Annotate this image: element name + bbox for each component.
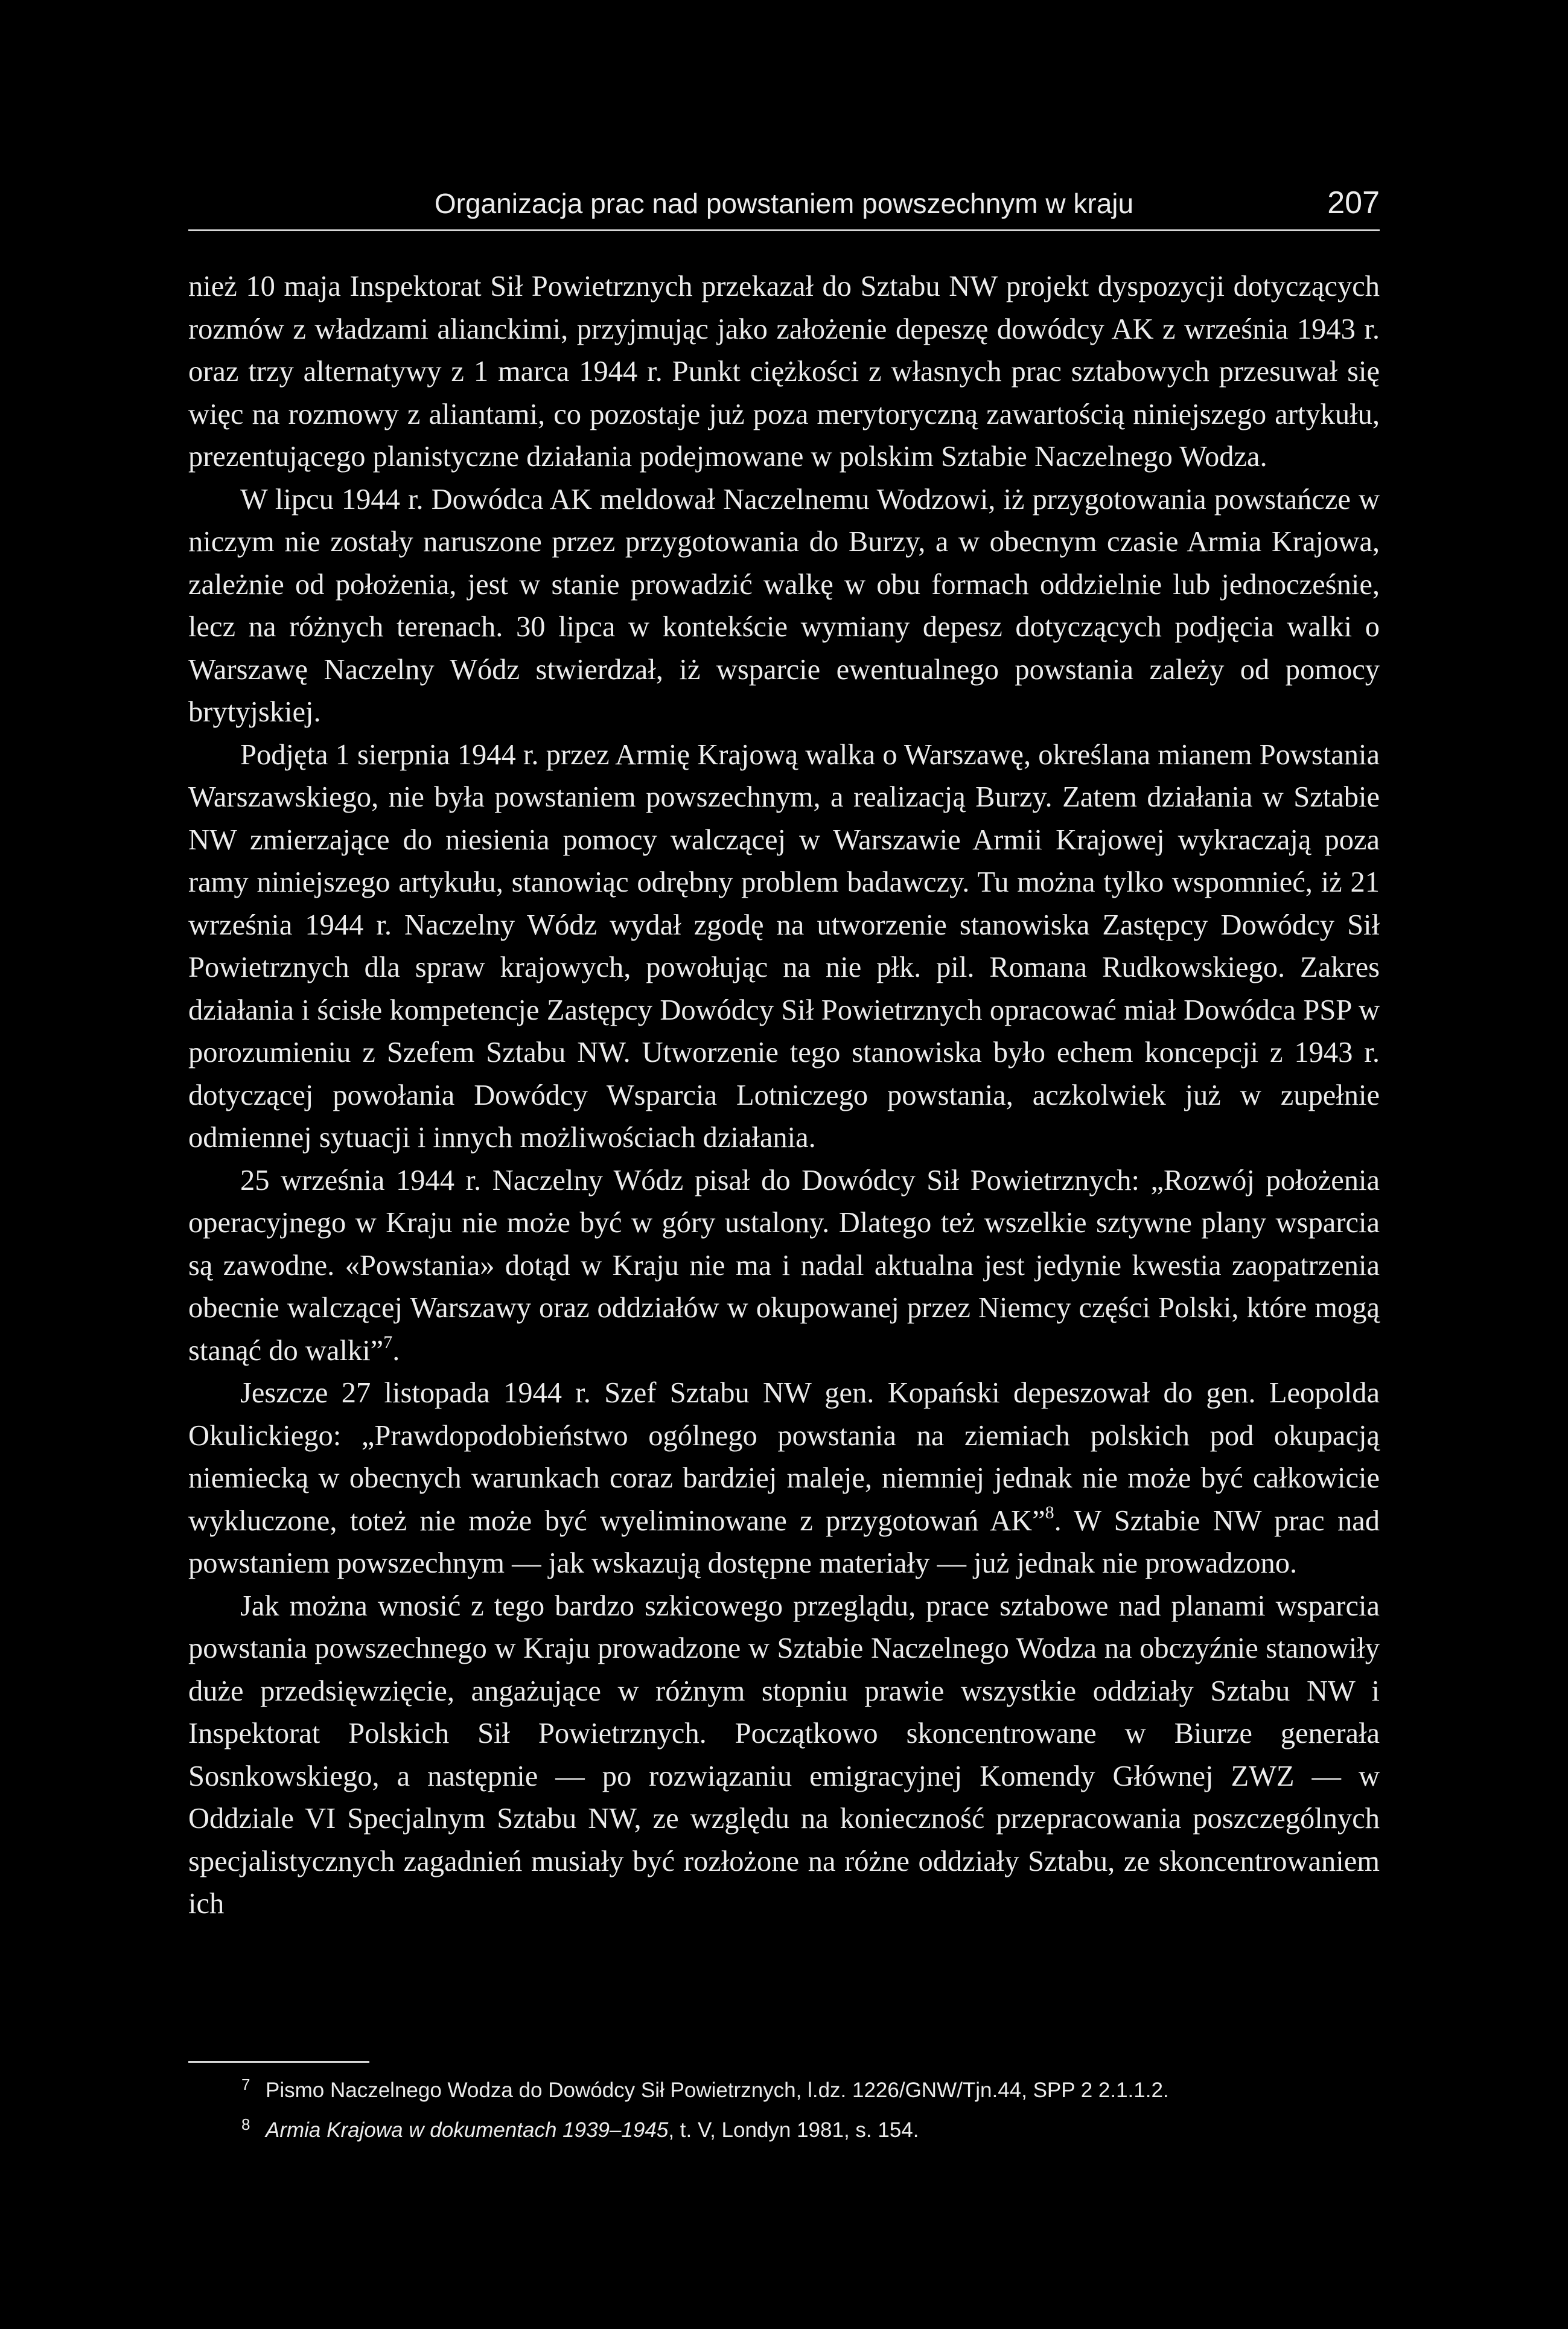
paragraph-4 (188, 1160, 1380, 1373)
running-header (188, 181, 1380, 231)
paragraph-5-tail: . W Sztabie NW prac nad powstaniem powszechnym — jak wskazują dostępne materiały — już jednak nie prowadzono. (188, 1504, 1380, 1579)
footnote-number: 8 (241, 2115, 250, 2133)
footnotes (241, 2068, 1380, 2147)
paragraph-4-text: 25 września 1944 r. Naczelny Wódz pisał do Dowódcy Sił Powietrznych: „Rozwój położenia operacyjnego w Kraju nie może być w góry ustalony. Dlatego też wszelkie sztywne plany wsparcia są zawodne. «Powstania» dotąd w Kraju nie ma i nadal aktualna jest jedynie kwestia zaopatrzenia obecnie walczącej Warszawy oraz oddziałów w okupowanej przez Niemcy części Polski, które mogą stanąć do walki” (188, 1164, 1380, 1367)
footnote-text: , t. V, Londyn 1981, s. 154. (668, 2118, 919, 2142)
body-text (188, 266, 1380, 1926)
footnote-title: Armia Krajowa w dokumentach 1939–1945 (266, 2118, 669, 2142)
page-number: 207 (1327, 185, 1380, 220)
running-title: Organizacja prac nad powstaniem powszechnym w kraju (434, 188, 1134, 219)
paragraph-5-text: Jeszcze 27 listopada 1944 r. Szef Sztabu NW gen. Kopański depeszował do gen. Leopolda Okulickiego: „Prawdopodobieństwo ogólnego powstania na ziemiach polskich pod okupacją niemiecką w obecnych warunkach coraz bardziej maleje, niemniej jednak nie może być całkowicie wykluczone, toteż nie może być wyeliminowane z przygotowań AK” (188, 1377, 1380, 1537)
footnote-ref-7: 7 (383, 1332, 393, 1352)
paragraph-6: Jak można wnosić z tego bardzo szkicowego przeglądu, prace sztabowe nad planami wsparcia powstania powszechnego w Kraju prowadzone w Sztabie Naczelnego Wodza na obczyźnie stanowiły duże przedsięwzięcie, angażujące w różnym stopniu prawie wszystkie oddziały Sztabu NW i Inspektorat Polskich Sił Powietrznych. Początkowo skoncentrowane w Biurze generała Sosnkowskiego, a następnie — po rozwiązaniu emigracyjnej Komendy Głównej ZWZ — w Oddziale VI Specjalnym Sztabu NW, ze względu na konieczność przepracowania poszczególnych specjalistycznych zagadnień musiały być rozłożone na różne oddziały Sztabu, ze skoncentrowaniem ich (188, 1589, 1380, 1920)
footnote-8 (241, 2107, 1380, 2147)
footnote-number: 7 (241, 2075, 250, 2094)
paragraph-2: W lipcu 1944 r. Dowódca AK meldował Naczelnemu Wodzowi, iż przygotowania powstańcze w niczym nie zostały naruszone przez przygotowania do Burzy, a w obecnym czasie Armia Krajowa, zależnie od położenia, jest w stanie prowadzić walkę w obu formach oddzielnie lub jednocześnie, lecz na różnych terenach. 30 lipca w kontekście wymiany depesz dotyczących podjęcia walki o Warszawę Naczelny Wódz stwierdzał, iż wsparcie ewentualnego powstania zależy od pomocy brytyjskiej. (188, 483, 1380, 728)
footnote-ref-8: 8 (1045, 1502, 1054, 1522)
paragraph-3: Podjęta 1 sierpnia 1944 r. przez Armię Krajową walka o Warszawę, określana mianem Powstania Warszawskiego, nie była powstaniem powszechnym, a realizacją Burzy. Zatem działania w Sztabie NW zmierzające do niesienia pomocy walczącej w Warszawie Armii Krajowej wykraczają poza ramy niniejszego artykułu, stanowiąc odrębny problem badawczy. Tu można tylko wspomnieć, iż 21 września 1944 r. Naczelny Wódz wydał zgodę na utworzenie stanowiska Zastępcy Dowódcy Sił Powietrznych dla spraw krajowych, powołując na nie płk. pil. Romana Rudkowskiego. Zakres działania i ścisłe kompetencje Zastępcy Dowódcy Sił Powietrznych opracować miał Dowódca PSP w porozumieniu z Szefem Sztabu NW. Utworzenie tego stanowiska było echem koncepcji z 1943 r. dotyczącej powołania Dowódcy Wsparcia Lotniczego powstania, aczkolwiek już w zupełnie odmiennej sytuacji i innych możliwościach działania. (188, 738, 1380, 1154)
footnote-separator (188, 2061, 369, 2063)
footnote-ref-7-period: . (392, 1334, 400, 1367)
paragraph-5 (188, 1372, 1380, 1585)
paragraph-1: nież 10 maja Inspektorat Sił Powietrznych przekazał do Sztabu NW projekt dyspozycji dotyczących rozmów z władzami alianckimi, przyjmując jako założenie depeszę dowódcy AK z września 1943 r. oraz trzy alternatywy z 1 marca 1944 r. Punkt ciężkości z własnych prac sztabowych przesuwał się więc na rozmowy z aliantami, co pozostaje już poza merytoryczną zawartością niniejszego artykułu, prezentującego planistyczne działania podejmowane w polskim Sztabie Naczelnego Wodza. (188, 270, 1380, 473)
footnote-text: Pismo Naczelnego Wodza do Dowódcy Sił Powietrznych, l.dz. 1226/GNW/Tjn.44, SPP 2 2.1.1.2. (266, 2078, 1169, 2102)
footnote-7 (241, 2068, 1380, 2107)
